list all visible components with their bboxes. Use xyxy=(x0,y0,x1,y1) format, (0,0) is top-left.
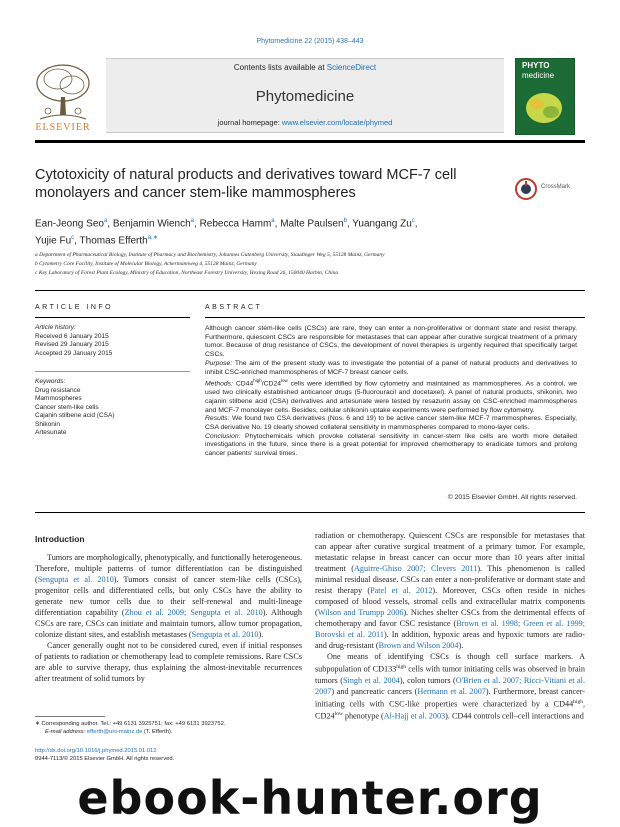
contents-prefix: Contents lists available at xyxy=(233,63,327,72)
author-name[interactable]: Yuangang Zu xyxy=(352,218,412,230)
affiliation-a: a Department of Pharmaceutical Biology, Institute of Pharmacy and Biochemistry, Johannes Gutenberg University, Staudinger Weg 5, 55128 Mainz, Germany xyxy=(35,252,385,258)
body-text: Tumors are morphologically, phenotypically, and functionally heterogeneous. Therefore, multiple patterns of tumor differentiation can be distinguished ( xyxy=(35,553,302,584)
body-text: phenotype ( xyxy=(342,712,384,722)
methods-text: CD44 xyxy=(232,380,254,388)
journal-title: Phytomedicine xyxy=(255,88,355,105)
keywords-rule xyxy=(35,371,190,372)
keyword-item: Drug resistance xyxy=(35,386,81,394)
authors-line-2: Yujie Fu$^c$, Thomas Efferth$^{a,∗}$ xyxy=(35,235,158,247)
corresponding-author: ∗ Corresponding author. Tel.: +49 6131 3925751; fax: +49 6131 3923752. xyxy=(35,721,226,727)
abstract-results xyxy=(205,415,577,432)
body-text: ). Moreover, CSCs often reside in niches composed of blood vessels, stromal cells and extracellular matrix components ( xyxy=(315,586,585,617)
author-affiliation-mark[interactable]: a xyxy=(271,218,275,224)
body-text: Cancer generally ought not to be considered cured, even if initial responses of patients to radiation or chemotherapy lead to complete remissions. Rare CSCs are able to survive therapy, thus explaining the almost-inevitable recurrences after treatment of solid tumors by xyxy=(35,641,302,683)
citation-link[interactable]: Hermann et al. 2007 xyxy=(417,686,486,696)
keyword-item: Cajanin stilbene acid (CSA) xyxy=(35,412,115,419)
superscript: low xyxy=(281,378,288,384)
contents-line xyxy=(106,63,504,72)
superscript: high xyxy=(253,378,262,384)
author-name[interactable]: Ean-Jeong Seo xyxy=(35,218,104,230)
body-text: ). Although CSCs are rare, CSCs can initiate and maintain tumors, allow tumor propagation, colonize distant sites, and establish metastases ( xyxy=(35,608,302,639)
body-text: ), colon tumors ( xyxy=(399,675,456,685)
affiliation-b: b Cytometry Core Facility, Institute of Molecular Biology, Ackermannweg 4, 55128 Mainz, Germany xyxy=(35,261,257,267)
body-text: ). Tumors consist of cancer stem-like cells (CSCs), progenitor cells and differentiated cells, but only CSCs have the ability to generate new tumor cells due to their self-renewal and multi-lineage differentiation capability ( xyxy=(35,575,302,617)
email-label: E-mail address: xyxy=(45,728,87,735)
body-text: One means of identifying CSCs is though cell surface markers. A subpopulation of CD133 xyxy=(315,652,585,674)
citation-link[interactable]: Zhou et al. 2009; Sengupta et al. 2010 xyxy=(124,608,263,617)
keyword-item: Cancer stem-like cells xyxy=(35,403,99,411)
citation-link[interactable]: Sengupta et al. 2010 xyxy=(37,575,114,584)
abstract-bottom-rule xyxy=(35,512,585,513)
citation-link[interactable]: Al-Hajj et al. 2003 xyxy=(383,712,446,722)
body-text: ). xyxy=(258,630,264,639)
watermark-text: ebook-hunter.org xyxy=(77,771,543,825)
abstract-methods xyxy=(205,377,577,415)
results-label: Results: xyxy=(205,415,230,423)
author-name[interactable]: Benjamin Wiench xyxy=(112,218,191,230)
body-text: ). Furthermore, breast cancer-initiating cells with CSC-like properties were characterized by a CD44 xyxy=(315,686,585,709)
conclusion-text: Phytochemicals which provoke collateral sensitivity in cancer-stem like cells are worth more detailed investigations in the future, since there is a great potential for improved chemotherapy to eradicate tumors and prolong cancer patients' survival times. xyxy=(205,432,577,458)
article-info-rule xyxy=(35,317,190,318)
conclusion-label: Conclusion: xyxy=(205,432,241,440)
article-history xyxy=(35,324,195,358)
history-accepted: Accepted 29 January 2015 xyxy=(35,349,113,357)
introduction-heading: Introduction xyxy=(35,534,85,544)
citation-link[interactable]: Wilson and Trumpp 2006 xyxy=(317,608,404,617)
body-text: ). In addition, hypoxic areas and hypoxic tumors are radio- and drug-resistant ( xyxy=(315,630,585,650)
copyright-notice: © 2015 Elsevier GmbH. All rights reserved. xyxy=(447,494,577,501)
methods-label: Methods: xyxy=(205,380,233,388)
body-text: ). xyxy=(458,641,464,650)
body-paragraph xyxy=(315,530,585,651)
body-text: ) and pancreatic cancers ( xyxy=(331,686,418,696)
abstract-intro: Although cancer stem-like cells (CSCs) are rare, they can enter a non-proliferative or dormant state and resist therapy. Furthermore, quiescent CSCs are responsible for metastases that can appear after curative surgical treatment of a primary tumor. Because of drug resistance of CSCs, the development of novel therapies is urgently required that specifically target CSCs. xyxy=(205,325,577,359)
cover-title-line1: PHYTO xyxy=(522,61,550,70)
footnote-rule xyxy=(35,716,105,717)
abstract-heading: ABSTRACT xyxy=(205,304,263,311)
purpose-label: Purpose: xyxy=(205,359,233,367)
keywords xyxy=(35,378,195,438)
purpose-text: The aim of the present study was to investigate the potential of a panel of natural products and derivatives to inhibit CSC-enriched mammospheres of MCF-7 breast cancer cells. xyxy=(205,359,577,376)
history-revised: Revised 29 January 2015 xyxy=(35,341,109,348)
citation-link[interactable]: O'Brien et al. 2007; Ricci-Vitiani et al. 2007 xyxy=(315,675,585,696)
email-link[interactable]: efferth@uni-mainz.de xyxy=(86,728,143,735)
doi-block xyxy=(35,748,302,763)
body-text: , CD24 xyxy=(315,699,585,722)
corresponding-footnote xyxy=(35,721,302,736)
elsevier-tree-logo-icon xyxy=(30,59,96,129)
body-paragraph xyxy=(35,640,302,684)
author-affiliation-mark[interactable]: c xyxy=(411,218,415,224)
keyword-item: Artesunate xyxy=(35,429,67,436)
email-suffix: (T. Efferth). xyxy=(142,728,173,735)
results-text: We found two CSA derivatives (Nos. 6 and 19) to be active cancer stem-like MCF-7 mammospheres. Especially, CSA derivative No. 19 clearly showed collateral sensitivity in mammospheres compared to mono-layer cells. xyxy=(205,415,577,431)
author-affiliation-mark[interactable]: c xyxy=(71,235,75,242)
article-info-heading: ARTICLE INFO xyxy=(35,304,114,311)
doi-link[interactable]: http://dx.doi.org/10.1016/j.phymed.2015.01.012 xyxy=(35,748,157,754)
body-paragraph xyxy=(35,552,302,640)
body-text: ). Niches shelter CSCs from the detrimental effects of chemotherapy and favor CSC resistance ( xyxy=(315,608,586,628)
abstract-conclusion xyxy=(205,433,577,459)
body-text: ). CD44 controls cell–cell interactions and xyxy=(445,712,584,722)
superscript: high xyxy=(573,698,583,705)
elsevier-wordmark: ELSEVIER xyxy=(35,122,91,133)
affiliation-rule xyxy=(35,290,585,291)
author-name[interactable]: Yujie Fu xyxy=(35,235,72,247)
author-name[interactable]: Rebecca Hamm xyxy=(199,218,272,230)
sciencedirect-link[interactable]: ScienceDirect xyxy=(326,63,377,72)
abstract-rule xyxy=(205,317,585,318)
homepage-prefix: journal homepage: xyxy=(217,118,282,127)
author-affiliation-mark[interactable]: b xyxy=(343,218,347,224)
author-name[interactable]: Malte Paulsen xyxy=(280,218,344,230)
author-affiliation-mark[interactable]: a xyxy=(190,218,195,224)
journal-homepage xyxy=(106,118,504,127)
history-received: Received 6 January 2015 xyxy=(35,332,109,340)
methods-text: cells were identified by flow cytometry and maintained as mammospheres. As a control, we used two clinically established anticancer drugs (5-fluorouracil and docetaxel). A panel of natural products, shikonin, two cajanin stilbene acid (CSA) derivatives and artesunate were tested by resazurin assay on CSC-enriched mammospheres and MCF-7 monolayer cells. Besides, cellular shikonin uptake experiments were performed by flow cytometry. xyxy=(205,380,578,414)
citation-link[interactable]: Aguirre-Ghiso 2007; Clevers 2011 xyxy=(353,564,478,573)
body-left-column xyxy=(35,552,302,684)
journal-citation[interactable]: Phytomedicine 22 (2015) 438–443 xyxy=(256,38,364,45)
body-text: ). This phenomenon is called minimal residual disease. CSCs can enter a non-proliferative or dormant state and resist therapy ( xyxy=(315,564,585,595)
authors-line-1: Ean-Jeong Seo$^a$, Benjamin Wiench$^a$, Rebecca Hamm$^a$, Malte Paulsen$^b$, Yuangang Zu$^c$, xyxy=(35,218,418,230)
body-paragraph xyxy=(315,651,585,722)
crossmark-label[interactable]: CrossMark xyxy=(541,184,571,190)
citation-link[interactable]: Patel et al. 2012 xyxy=(370,586,433,595)
author-list xyxy=(35,214,555,249)
author-affiliation-mark[interactable]: a xyxy=(103,218,108,224)
abstract-body xyxy=(205,325,577,459)
citation-link[interactable]: Singh et al. 2004 xyxy=(342,675,400,685)
citation-link[interactable]: Sengupta et al. 2010 xyxy=(191,630,259,639)
affiliation-c: c Key Laboratory of Forest Plant Ecology, Ministry of Education, Northeast Forestry University, Hexing Road 26, 150040 Harbin, China xyxy=(35,270,339,276)
superscript: low xyxy=(334,711,343,718)
homepage-link[interactable]: www.elsevier.com/locate/phymed xyxy=(281,118,393,127)
body-text: cells with tumor initiating cells was observed in brain tumors ( xyxy=(315,664,585,685)
author-name[interactable]: Thomas Efferth xyxy=(79,235,148,247)
body-right-column xyxy=(315,530,585,722)
cover-leaf-icon xyxy=(521,88,567,128)
article-title: Cytotoxicity of natural products and derivatives toward MCF-7 cell monolayers and cancer stem-like mammospheres xyxy=(35,167,457,201)
issn-line: 0944-7113/© 2015 Elsevier GmbH. All rights reserved. xyxy=(35,755,175,762)
superscript: high xyxy=(396,664,407,670)
author-affiliation-mark[interactable]: a,∗ xyxy=(147,235,158,242)
history-label: Article history: xyxy=(35,324,76,331)
cover-title-line2: medicine xyxy=(522,71,555,80)
citation-link[interactable]: Brown and Wilson 2004 xyxy=(378,641,459,650)
methods-text: /CD24 xyxy=(261,380,282,388)
keywords-label: Keywords: xyxy=(35,378,66,385)
crossmark-icon[interactable] xyxy=(515,178,537,200)
body-text: radiation or chemotherapy. Quiescent CSCs are responsible for metastases that can appear after curative surgical treatment of a primary tumor. For example, metastatic relapse in breast cancer can occur more than 10 years after initial treatment ( xyxy=(315,531,585,573)
keyword-item: Mammospheres xyxy=(35,395,82,402)
citation-link[interactable]: Brown et al. 1998; Green et al. 1999; Borovski et al. 2011 xyxy=(315,619,586,639)
abstract-purpose xyxy=(205,360,577,377)
header-rule xyxy=(35,140,585,143)
keyword-item: Shikonin xyxy=(35,420,60,428)
